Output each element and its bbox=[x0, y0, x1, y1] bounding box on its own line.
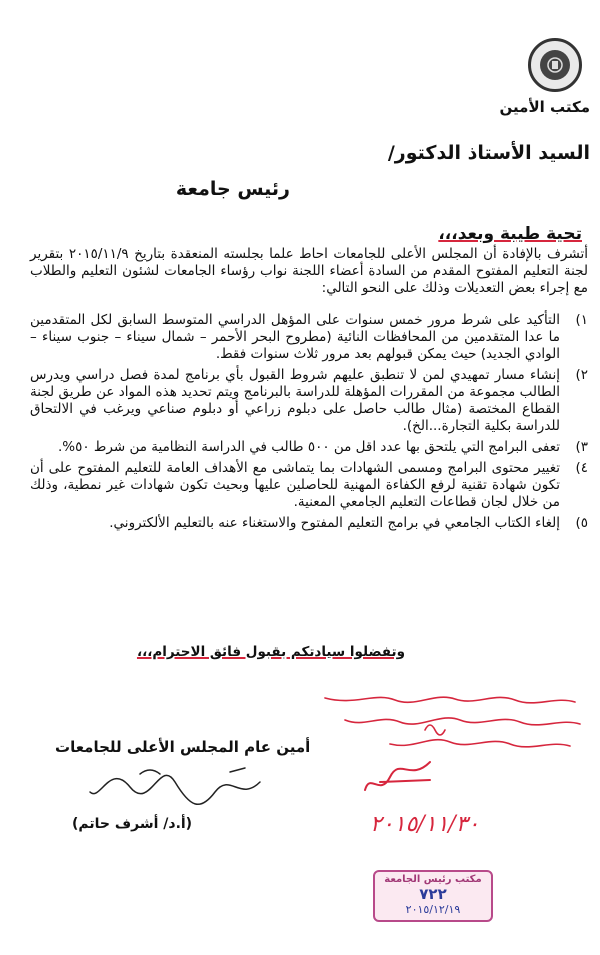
list-item bbox=[30, 439, 588, 456]
closing-line: وتفضلوا سيادتكم بقبول فائق الاحترام،،، bbox=[136, 644, 405, 660]
item-text: تغيير محتوى البرامج ومسمى الشهادات بما يتماشى مع الأهداف العامة للتعليم المفتوح على أن تكون شهادة تقنية لرفع الكفاءة المهنية للحاصلين عليها وبحيث تكون شهادات غير نمطية، وذلك من خلال لجان قطاعات التعليم الجامعي المعنية. bbox=[30, 460, 560, 510]
list-item bbox=[30, 367, 588, 435]
stamp-title: مكتب رئيس الجامعة bbox=[384, 874, 482, 885]
item-text: إنشاء مسار تمهيدي لمن لا تنطبق عليهم شروط القبول بأي برنامج لمدة فصل دراسي ويدرس الطالب مجموعة من المقررات المؤهلة للدراسة بالبرنامج ويتم تحديد هذه المواد عن طريق لجنة القطاع المختصة (مثال طالب حاصل على دبلوم زراعي أو دبلوم صناعي ويرغب في الالتحاق للدراسة بكلية التجارة...الخ). bbox=[30, 367, 560, 434]
signatory-name: (أ.د/ أشرف حاتم) bbox=[72, 816, 193, 832]
item-number: ٥) bbox=[575, 515, 588, 531]
stamp-date: ٢٠١٥/١٢/١٩ bbox=[405, 903, 461, 916]
signatory-signature bbox=[80, 762, 270, 818]
intro-paragraph: أتشرف بالإفادة أن المجلس الأعلى للجامعات احاط علما بجلسته المنعقدة بتاريخ ٢٠١٥/١١/٩ بتقرير لجنة التعليم المفتوح المقدم من السادة أعضاء اللجنة نواب رؤساء الجامعات لشئون التعليم والطلاب مع إجراء بعض التعديلات وذلك على النحو التالي: bbox=[30, 246, 588, 296]
item-number: ١) bbox=[575, 312, 588, 328]
item-number: ٤) bbox=[575, 460, 588, 476]
council-seal-logo bbox=[528, 38, 582, 92]
item-text: تعفى البرامج التي يلتحق بها عدد اقل من ٥٠٠ طالب في الدراسة النظامية من شرط ٥٠%. bbox=[58, 439, 560, 455]
list-item bbox=[30, 460, 588, 511]
item-number: ٣) bbox=[575, 439, 588, 455]
handwritten-date: ٢٠١٥/١١/٣٠ bbox=[370, 812, 480, 837]
list-item bbox=[30, 312, 588, 363]
amendments-list bbox=[30, 312, 588, 536]
greeting: تحية طيبة وبعد،،، bbox=[438, 224, 582, 244]
addressee-title: السيد الأستاذ الدكتور/ bbox=[387, 142, 590, 164]
handwritten-signature bbox=[360, 752, 440, 796]
item-text: التأكيد على شرط مرور خمس سنوات على المؤهل الدراسي المتوسط السابق لكل المتقدمين ما عدا المتقدمين من المحافظات النائية (مطروح البحر الأحمر – شمال سيناء – جنوب سيناء – الوادي الجديد) حيث يمكن قبولهم بعد مرور ثلاث سنوات فقط. bbox=[30, 312, 560, 362]
list-item bbox=[30, 515, 588, 532]
handwritten-annotation bbox=[305, 690, 595, 790]
seal-emblem-icon bbox=[540, 50, 570, 80]
stamp-number: ٧٢٢ bbox=[419, 885, 447, 903]
received-stamp bbox=[373, 870, 493, 922]
signatory-title: أمين عام المجلس الأعلى للجامعات bbox=[55, 738, 311, 756]
addressee-role: رئيس جامعة bbox=[175, 178, 290, 200]
item-number: ٢) bbox=[575, 367, 588, 383]
item-text: إلغاء الكتاب الجامعي في برامج التعليم المفتوح والاستغناء عنه بالتعليم الألكتروني. bbox=[109, 515, 560, 531]
office-label: مكتب الأمين bbox=[499, 98, 590, 116]
